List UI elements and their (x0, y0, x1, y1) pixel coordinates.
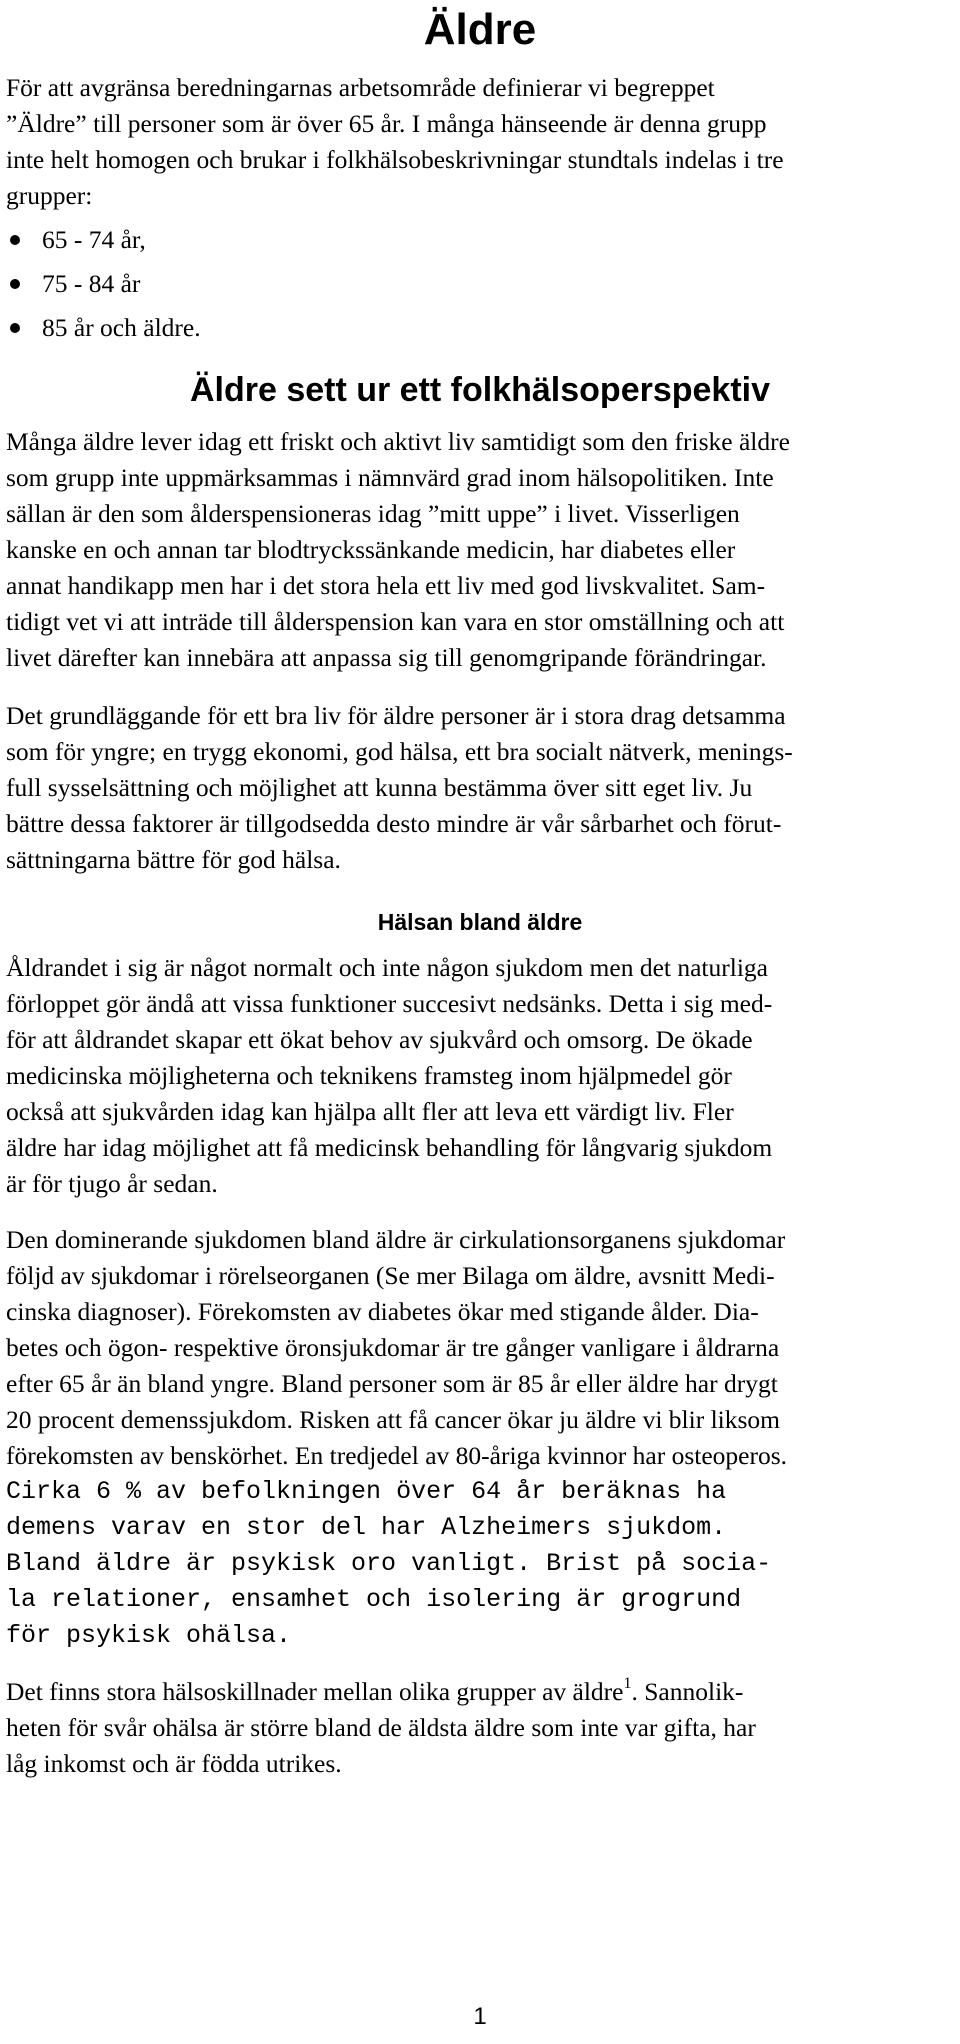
text-line: sättningarna bättre för god hälsa. (6, 845, 341, 874)
text-line: låg inkomst och är födda utrikes. (6, 1749, 342, 1778)
list-item: 75 - 84 år (6, 262, 201, 306)
monospace-line: Bland äldre är psykisk oro vanligt. Brist på socia- (6, 1549, 772, 1578)
text-line: för att åldrandet skapar ett ökat behov av sjukvård och omsorg. De ökade (6, 1025, 753, 1054)
text-line: Det finns stora hälsoskillnader mellan olika grupper av äldre$^1$. Sannolik- (6, 1675, 744, 1706)
text-line: som för yngre; en trygg ekonomi, god hälsa, ett bra socialt nätverk, menings- (6, 737, 793, 766)
section-paragraph-2 (6, 698, 954, 878)
text-line: tidigt vet vi att inträde till ålderspension kan vara en stor omställning och att (6, 607, 785, 636)
subsection-paragraph-3 (6, 1674, 954, 1782)
section-heading: Äldre sett ur ett folkhälsoperspektiv (189, 371, 771, 409)
text-line: full sysselsättning och möjlighet att kunna bestämma över sitt eget liv. Ju (6, 773, 753, 802)
text-line: betes och ögon- respektive öronsjukdomar är tre gånger vanligare i åldrarna (6, 1333, 780, 1362)
text-line: För att avgränsa beredningarnas arbetsområde definierar vi begreppet (6, 73, 715, 102)
text-line: bättre dessa faktorer är tillgodsedda desto mindre är vår sårbarhet och förut- (6, 809, 782, 838)
text-line: äldre har idag möjlighet att få medicinsk behandling för långvarig sjukdom (6, 1133, 773, 1162)
monospace-line: demens varav en stor del har Alzheimers sjukdom. (6, 1513, 727, 1542)
text-line: heten för svår ohälsa är större bland de äldsta äldre som inte var gifta, har (6, 1713, 756, 1742)
text-line: medicinska möjligheterna och teknikens framsteg inom hjälpmedel gör (6, 1061, 732, 1090)
text-line: förloppet gör ändå att vissa funktioner succesivt nedsänks. Detta i sig med- (6, 989, 773, 1018)
text-line: Den dominerande sjukdomen bland äldre är cirkulationsorganens sjukdomar (6, 1225, 786, 1254)
text-line: som grupp inte uppmärksammas i nämnvärd grad inom hälsopolitiken. Inte (6, 463, 774, 492)
text-line: förekomsten av benskörhet. En tredjedel av 80-åriga kvinnor har osteoperos. (6, 1441, 788, 1470)
section-paragraph-1 (6, 424, 954, 676)
subsection-paragraph-2 (6, 1222, 954, 1654)
subsection-paragraph-1 (6, 950, 954, 1202)
text-line: är för tjugo år sedan. (6, 1169, 218, 1198)
monospace-line: la relationer, ensamhet och isolering är grogrund (6, 1585, 742, 1614)
subsection-heading: Hälsan bland äldre (377, 909, 583, 935)
text-line: Åldrandet i sig är något normalt och inte någon sjukdom men det naturliga (6, 953, 768, 982)
text-line: efter 65 år än bland yngre. Bland personer som är 85 år eller äldre har drygt (6, 1369, 778, 1398)
text-line: cinska diagnoser). Förekomsten av diabetes ökar med stigande ålder. Dia- (6, 1297, 759, 1326)
footnote-reference: 1 (623, 1675, 632, 1692)
text-line: grupper: (6, 181, 93, 210)
list-item: 85 år och äldre. (6, 306, 201, 350)
age-group-list (6, 218, 201, 350)
bullet-icon (10, 323, 20, 333)
text-line: ”Äldre” till personer som är över 65 år. I många hänseende är denna grupp (6, 109, 767, 138)
intro-paragraph (6, 70, 954, 214)
monospace-line: för psykisk ohälsa. (6, 1621, 292, 1650)
monospace-line: Cirka 6 % av befolkningen över 64 år beräknas ha (6, 1477, 727, 1506)
list-item: 65 - 74 år, (6, 218, 201, 262)
text-line: sällan är den som ålderspensioneras idag ”mitt uppe” i livet. Visserligen (6, 499, 740, 528)
text-line: följd av sjukdomar i rörelseorganen (Se mer Bilaga om äldre, avsnitt Medi- (6, 1261, 775, 1290)
text-line: inte helt homogen och brukar i folkhälsobeskrivningar stundtals indelas i tre (6, 145, 784, 174)
text-line: annat handikapp men har i det stora hela ett liv med god livskvalitet. Sam- (6, 571, 766, 600)
text-line: livet därefter kan innebära att anpassa sig till genomgripande förändringar. (6, 643, 767, 672)
text-line: Många äldre lever idag ett friskt och aktivt liv samtidigt som den friske äldre (6, 427, 790, 456)
text-line: också att sjukvården idag kan hjälpa allt fler att leva ett värdigt liv. Fler (6, 1097, 734, 1126)
page-title: Äldre (423, 5, 537, 54)
bullet-icon (10, 279, 20, 289)
bullet-icon (10, 235, 20, 245)
text-line: kanske en och annan tar blodtryckssänkande medicin, har diabetes eller (6, 535, 736, 564)
text-line: 20 procent demenssjukdom. Risken att få cancer ökar ju äldre vi blir liksom (6, 1405, 781, 1434)
page-number: 1 (473, 2003, 487, 2030)
text-line: Det grundläggande för ett bra liv för äldre personer är i stora drag detsamma (6, 701, 786, 730)
